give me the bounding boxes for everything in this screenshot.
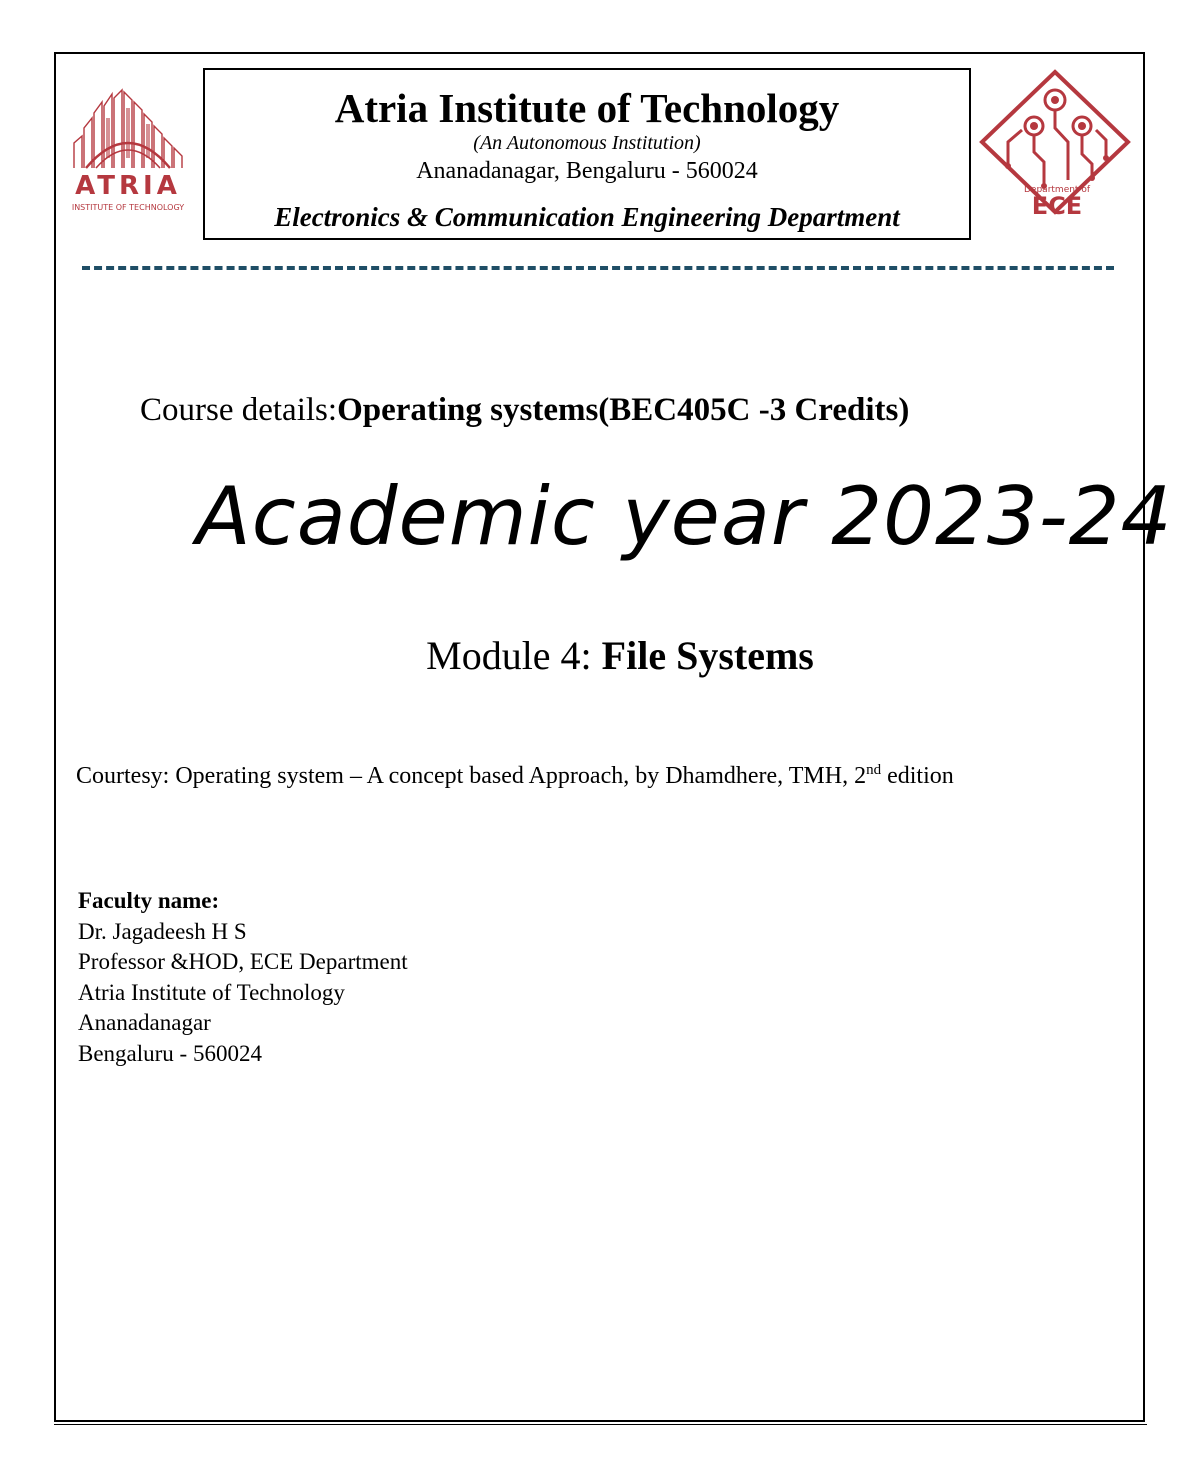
- institute-subtitle: (An Autonomous Institution): [473, 132, 701, 154]
- header-box: [203, 68, 971, 240]
- dashed-separator: [82, 266, 1114, 270]
- faculty-line: Dr. Jagadeesh H S: [78, 918, 247, 944]
- ece-logo: [978, 68, 1133, 218]
- academic-year: Academic year 2023-24: [196, 470, 1173, 563]
- courtesy-line: [76, 762, 954, 790]
- courtesy-suffix: edition: [881, 763, 954, 789]
- institute-address: Ananadanagar, Bengaluru - 560024: [416, 158, 758, 184]
- faculty-line: Professor &HOD, ECE Department: [78, 949, 408, 974]
- module-title: File Systems: [601, 633, 814, 678]
- ece-logo-small: Department of: [1024, 185, 1090, 195]
- courtesy-superscript: nd: [866, 762, 882, 778]
- atria-logo: [66, 88, 190, 218]
- atria-logo-text: ATRIA: [75, 171, 181, 201]
- faculty-label: Faculty name:: [78, 888, 220, 913]
- faculty-line: Bengaluru - 560024: [78, 1040, 262, 1066]
- course-value: Operating systems(BEC405C -3 Credits): [337, 392, 910, 428]
- faculty-line: Atria Institute of Technology: [78, 979, 345, 1005]
- course-details: [140, 392, 909, 429]
- module-heading: [0, 632, 1200, 679]
- department-name: Electronics & Communication Engineering Department: [274, 202, 900, 232]
- ece-logo-text: ECE: [1031, 192, 1083, 218]
- faculty-line: Ananadanagar: [78, 1010, 211, 1035]
- courtesy-text: Courtesy: Operating system – A concept based Approach, by Dhamdhere, TMH, 2: [76, 763, 867, 789]
- module-label: Module 4:: [426, 633, 602, 678]
- atria-logo-subtext: INSTITUTE OF TECHNOLOGY: [71, 203, 185, 212]
- faculty-block: [78, 886, 408, 1069]
- course-label: Course details:: [140, 392, 338, 428]
- page-border: [54, 52, 1145, 1422]
- bottom-rule: [54, 1424, 1147, 1425]
- institute-name: Atria Institute of Technology: [334, 85, 840, 131]
